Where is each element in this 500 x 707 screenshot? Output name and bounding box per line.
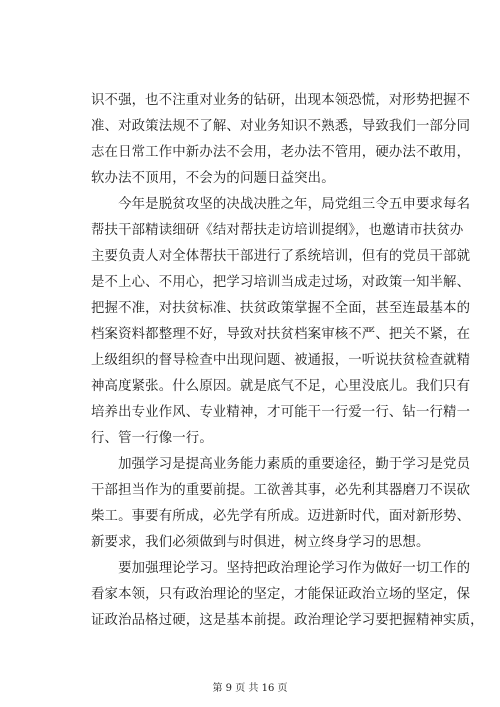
text-line: 证政治品格过硬，这是基本前提。政治理论学习要把握精神实质，	[91, 613, 484, 628]
text-line: 看家本领，只有政治理论的坚定，才能保证政治立场的坚定，保	[91, 587, 471, 602]
text-line: 主要负责人对全体帮扶干部进行了系统培训，但有的党员干部就	[91, 249, 471, 264]
document-body	[91, 88, 484, 634]
text-line: 行、管一行像一行。	[91, 431, 213, 446]
text-line: 柴工。事要有所成，必先学有所成。迈进新时代，面对新形势、	[91, 509, 471, 524]
page-number-footer: 第 9 页 共 16 页	[212, 683, 288, 694]
text-line: 神高度紧张。什么原因。就是底气不足，心里没底儿。我们只有	[91, 379, 471, 394]
text-line: 帮扶干部精读细研《结对帮扶走访培训提纲》，也邀请市扶贫办	[91, 223, 464, 238]
text-line: 档案资料都整理不好，导致对扶贫档案审核不严、把关不紧，在	[91, 327, 471, 342]
text-line: 加强学习是提高业务能力素质的重要途径，勤于学习是党员	[91, 457, 471, 472]
text-line: 要加强理论学习。坚持把政治理论学习作为做好一切工作的	[91, 561, 471, 576]
text-line: 是不上心、不用心，把学习培训当成走过场，对政策一知半解、	[91, 275, 471, 290]
text-line: 准、对政策法规不了解、对业务知识不熟悉，导致我们一部分同	[91, 119, 471, 134]
text-line: 把握不准，对扶贫标准、扶贫政策掌握不全面，甚至连最基本的	[91, 301, 471, 316]
text-line: 上级组织的督导检查中出现问题、被通报，一听说扶贫检查就精	[91, 353, 471, 368]
text-line: 培养出专业作风、专业精神，才可能干一行爱一行、钻一行精一	[91, 405, 471, 420]
text-line: 干部担当作为的重要前提。工欲善其事，必先利其器磨刀不误砍	[91, 483, 471, 498]
text-line: 新要求，我们必须做到与时俱进，树立终身学习的思想。	[91, 535, 430, 550]
text-line: 志在日常工作中新办法不会用，老办法不管用，硬办法不敢用，	[91, 145, 471, 160]
text-line: 识不强，也不注重对业务的钻研，出现本领恐慌，对形势把握不	[91, 93, 471, 108]
text-line: 今年是脱贫攻坚的决战决胜之年，局党组三令五申要求每名	[91, 197, 471, 212]
text-line: 软办法不顶用，不会为的问题日益突出。	[91, 171, 335, 186]
